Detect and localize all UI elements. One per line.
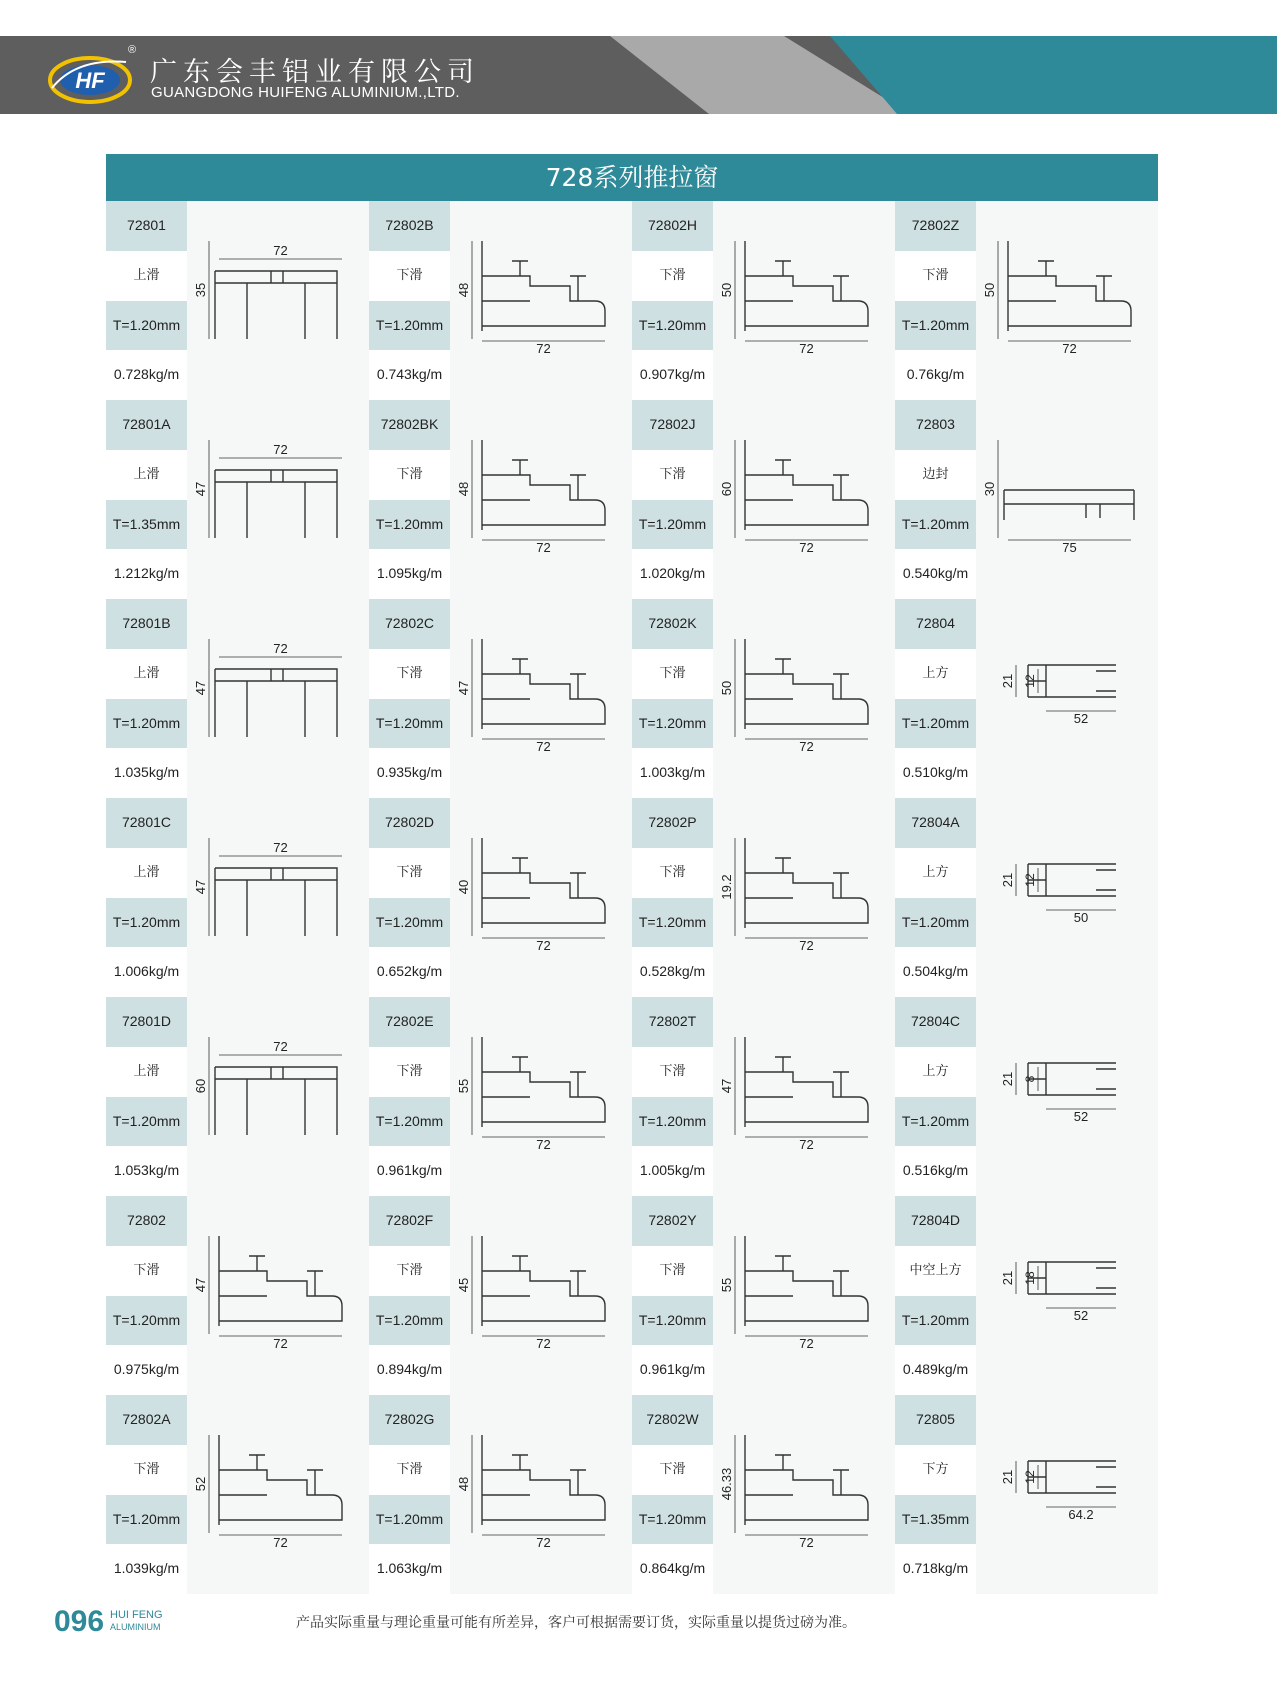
product-code: 72801C bbox=[106, 798, 187, 848]
product-cell bbox=[369, 201, 632, 400]
product-thickness: T=1.20mm bbox=[895, 301, 976, 351]
product-type: 下滑 bbox=[895, 251, 976, 301]
height-dimension-label: 30 bbox=[982, 481, 997, 497]
product-weight: 0.510kg/m bbox=[895, 748, 976, 798]
profile-drawing bbox=[450, 1196, 632, 1395]
height-dimension-label: 47 bbox=[719, 1078, 734, 1094]
profile-diagram bbox=[976, 1196, 1158, 1395]
height-dimension-label: 47 bbox=[193, 680, 208, 696]
profile-drawing bbox=[450, 798, 632, 997]
product-type: 下方 bbox=[895, 1445, 976, 1495]
product-weight: 1.212kg/m bbox=[106, 549, 187, 599]
product-cell bbox=[632, 997, 895, 1196]
product-code: 72802K bbox=[632, 599, 713, 649]
product-type: 下滑 bbox=[106, 1445, 187, 1495]
profile-drawing bbox=[450, 201, 632, 400]
product-cell bbox=[895, 599, 1158, 798]
profile-outline bbox=[215, 1067, 337, 1135]
width-dimension-label: 75 bbox=[1062, 540, 1077, 555]
width-dimension-label: 72 bbox=[536, 1336, 551, 1351]
height-dimension-label: 47 bbox=[193, 879, 208, 895]
product-type: 上滑 bbox=[106, 1047, 187, 1097]
profile-drawing bbox=[713, 400, 895, 599]
product-thickness: T=1.20mm bbox=[369, 500, 450, 550]
product-code: 72804D bbox=[895, 1196, 976, 1246]
product-type: 下滑 bbox=[369, 450, 450, 500]
product-thickness: T=1.20mm bbox=[632, 1495, 713, 1545]
profile-outline bbox=[745, 1037, 868, 1127]
width-dimension-label: 72 bbox=[799, 1137, 814, 1152]
product-thickness: T=1.20mm bbox=[369, 1097, 450, 1147]
profile-diagram bbox=[187, 798, 369, 997]
profile-drawing bbox=[713, 1395, 895, 1594]
product-type: 下滑 bbox=[369, 1246, 450, 1296]
profile-diagram bbox=[976, 201, 1158, 400]
profile-drawing bbox=[976, 201, 1158, 400]
height-dimension-label: 47 bbox=[456, 680, 471, 696]
profile-diagram bbox=[450, 400, 632, 599]
profile-diagram bbox=[976, 599, 1158, 798]
product-weight: 1.035kg/m bbox=[106, 748, 187, 798]
product-thickness: T=1.20mm bbox=[369, 699, 450, 749]
profile-outline bbox=[482, 241, 605, 331]
profile-drawing bbox=[187, 599, 369, 798]
product-thickness: T=1.20mm bbox=[369, 301, 450, 351]
profile-drawing bbox=[450, 599, 632, 798]
profile-outline bbox=[482, 1236, 605, 1326]
profile-drawing bbox=[450, 400, 632, 599]
width-dimension-label: 72 bbox=[1062, 341, 1077, 356]
profile-diagram bbox=[187, 1196, 369, 1395]
product-cell bbox=[106, 599, 369, 798]
width-dimension-label: 72 bbox=[799, 1336, 814, 1351]
profile-outline bbox=[1028, 1262, 1116, 1294]
product-weight: 0.504kg/m bbox=[895, 947, 976, 997]
product-code: 72802G bbox=[369, 1395, 450, 1445]
product-cell bbox=[369, 1196, 632, 1395]
inner-dimension-label: 12 bbox=[1023, 873, 1037, 887]
product-cell bbox=[106, 201, 369, 400]
profile-diagram bbox=[187, 1395, 369, 1594]
product-code: 72802P bbox=[632, 798, 713, 848]
profile-diagram bbox=[713, 201, 895, 400]
profile-drawing bbox=[187, 798, 369, 997]
profile-diagram bbox=[713, 400, 895, 599]
product-type: 边封 bbox=[895, 450, 976, 500]
footer-brand bbox=[110, 1609, 163, 1633]
profile-drawing bbox=[713, 1196, 895, 1395]
width-dimension-label: 72 bbox=[536, 540, 551, 555]
product-code: 72805 bbox=[895, 1395, 976, 1445]
product-code: 72804 bbox=[895, 599, 976, 649]
profile-drawing bbox=[450, 1395, 632, 1594]
product-code: 72802H bbox=[632, 201, 713, 251]
profile-drawing bbox=[976, 599, 1158, 798]
product-weight: 1.020kg/m bbox=[632, 549, 713, 599]
product-weight: 0.728kg/m bbox=[106, 350, 187, 400]
height-dimension-label: 52 bbox=[193, 1476, 208, 1492]
width-dimension-label: 72 bbox=[273, 641, 288, 656]
product-weight: 1.006kg/m bbox=[106, 947, 187, 997]
product-type: 中空上方 bbox=[895, 1246, 976, 1296]
product-weight: 1.003kg/m bbox=[632, 748, 713, 798]
product-weight: 0.907kg/m bbox=[632, 350, 713, 400]
profile-outline bbox=[482, 440, 605, 530]
product-cell bbox=[632, 1196, 895, 1395]
width-dimension-label: 50 bbox=[1073, 910, 1089, 925]
product-cell bbox=[369, 1395, 632, 1594]
product-type: 上滑 bbox=[106, 450, 187, 500]
product-cell bbox=[106, 1395, 369, 1594]
profile-outline bbox=[215, 271, 337, 339]
product-weight: 1.063kg/m bbox=[369, 1544, 450, 1594]
profile-drawing bbox=[187, 1395, 369, 1594]
product-weight: 0.528kg/m bbox=[632, 947, 713, 997]
product-weight: 0.489kg/m bbox=[895, 1345, 976, 1395]
product-cell bbox=[895, 798, 1158, 997]
height-dimension-label: 50 bbox=[719, 282, 734, 298]
product-type: 上方 bbox=[895, 848, 976, 898]
product-type: 下滑 bbox=[632, 251, 713, 301]
width-dimension-label: 72 bbox=[273, 1336, 288, 1351]
product-type: 上方 bbox=[895, 649, 976, 699]
company-name-cn: 广东会丰铝业有限公司 bbox=[150, 57, 480, 88]
product-code: 72802 bbox=[106, 1196, 187, 1246]
profile-outline bbox=[1028, 665, 1116, 697]
width-dimension-label: 72 bbox=[799, 938, 814, 953]
profile-diagram bbox=[187, 201, 369, 400]
product-grid bbox=[106, 201, 1158, 1594]
product-cell bbox=[632, 400, 895, 599]
height-dimension-label: 60 bbox=[719, 481, 734, 497]
product-cell bbox=[895, 1395, 1158, 1594]
product-code: 72804A bbox=[895, 798, 976, 848]
profile-diagram bbox=[187, 997, 369, 1196]
height-dimension-label: 55 bbox=[719, 1277, 734, 1293]
profile-outline bbox=[219, 1236, 342, 1326]
height-dimension-label: 45 bbox=[456, 1277, 471, 1293]
product-type: 下滑 bbox=[369, 848, 450, 898]
footer-brand-line2: ALUMINIUM bbox=[110, 1622, 161, 1632]
height-dimension-label: 50 bbox=[719, 680, 734, 696]
profile-drawing bbox=[187, 201, 369, 400]
product-cell bbox=[632, 1395, 895, 1594]
profile-diagram bbox=[450, 798, 632, 997]
product-cell bbox=[369, 997, 632, 1196]
product-thickness: T=1.20mm bbox=[106, 699, 187, 749]
product-type: 上滑 bbox=[106, 251, 187, 301]
product-thickness: T=1.20mm bbox=[632, 500, 713, 550]
profile-drawing bbox=[187, 997, 369, 1196]
product-type: 下滑 bbox=[632, 848, 713, 898]
height-dimension-label: 40 bbox=[456, 879, 471, 895]
product-thickness: T=1.20mm bbox=[632, 898, 713, 948]
product-weight: 0.864kg/m bbox=[632, 1544, 713, 1594]
registered-mark: ® bbox=[128, 44, 137, 56]
width-dimension-label: 52 bbox=[1073, 1308, 1089, 1323]
product-thickness: T=1.20mm bbox=[632, 301, 713, 351]
product-cell bbox=[369, 798, 632, 997]
product-thickness: T=1.20mm bbox=[632, 1296, 713, 1346]
height-dimension-label: 48 bbox=[456, 1476, 471, 1492]
product-thickness: T=1.20mm bbox=[895, 1296, 976, 1346]
profile-outline bbox=[745, 241, 868, 331]
height-dimension-label: 21 bbox=[1000, 872, 1015, 888]
product-type: 下滑 bbox=[632, 1445, 713, 1495]
product-code: 72804C bbox=[895, 997, 976, 1047]
product-thickness: T=1.20mm bbox=[632, 1097, 713, 1147]
height-dimension-label: 21 bbox=[1000, 1071, 1015, 1087]
profile-outline bbox=[482, 639, 605, 729]
profile-outline bbox=[1008, 241, 1131, 331]
width-dimension-label: 72 bbox=[273, 1039, 288, 1054]
profile-outline bbox=[1028, 864, 1116, 896]
height-dimension-label: 47 bbox=[193, 1277, 208, 1293]
profile-outline bbox=[1028, 1461, 1116, 1493]
product-code: 72802Z bbox=[895, 201, 976, 251]
section-title: 728系列推拉窗 bbox=[106, 154, 1158, 201]
product-cell bbox=[895, 201, 1158, 400]
product-type: 下滑 bbox=[632, 1246, 713, 1296]
product-type: 上方 bbox=[895, 1047, 976, 1097]
product-thickness: T=1.20mm bbox=[895, 1097, 976, 1147]
width-dimension-label: 72 bbox=[799, 540, 814, 555]
product-type: 上滑 bbox=[106, 649, 187, 699]
profile-diagram bbox=[713, 599, 895, 798]
width-dimension-label: 72 bbox=[273, 243, 288, 258]
product-weight: 0.516kg/m bbox=[895, 1146, 976, 1196]
product-code: 72802W bbox=[632, 1395, 713, 1445]
product-code: 72801 bbox=[106, 201, 187, 251]
product-cell bbox=[895, 1196, 1158, 1395]
height-dimension-label: 48 bbox=[456, 481, 471, 497]
product-code: 72802A bbox=[106, 1395, 187, 1445]
product-code: 72801D bbox=[106, 997, 187, 1047]
profile-outline bbox=[215, 868, 337, 936]
product-code: 72802C bbox=[369, 599, 450, 649]
profile-outline bbox=[215, 669, 337, 737]
product-weight: 0.743kg/m bbox=[369, 350, 450, 400]
height-dimension-label: 46.33 bbox=[719, 1467, 734, 1501]
product-cell bbox=[632, 201, 895, 400]
height-dimension-label: 60 bbox=[193, 1078, 208, 1094]
product-type: 下滑 bbox=[369, 649, 450, 699]
profile-diagram bbox=[450, 599, 632, 798]
product-code: 72802B bbox=[369, 201, 450, 251]
product-thickness: T=1.20mm bbox=[369, 1495, 450, 1545]
width-dimension-label: 52 bbox=[1073, 711, 1089, 726]
profile-diagram bbox=[187, 400, 369, 599]
profile-outline bbox=[215, 470, 337, 538]
product-cell bbox=[632, 798, 895, 997]
height-dimension-label: 55 bbox=[456, 1078, 471, 1094]
company-name-en: GUANGDONG HUIFENG ALUMINIUM.,LTD. bbox=[151, 84, 460, 101]
profile-diagram bbox=[976, 400, 1158, 599]
product-weight: 0.975kg/m bbox=[106, 1345, 187, 1395]
height-dimension-label: 48 bbox=[456, 282, 471, 298]
product-thickness: T=1.20mm bbox=[369, 898, 450, 948]
profile-drawing bbox=[976, 1196, 1158, 1395]
product-cell bbox=[369, 400, 632, 599]
width-dimension-label: 64.2 bbox=[1068, 1507, 1094, 1522]
product-code: 72802E bbox=[369, 997, 450, 1047]
product-type: 下滑 bbox=[369, 1445, 450, 1495]
product-cell bbox=[632, 599, 895, 798]
profile-drawing bbox=[187, 400, 369, 599]
profile-drawing bbox=[976, 400, 1158, 599]
product-code: 72802Y bbox=[632, 1196, 713, 1246]
profile-drawing bbox=[976, 798, 1158, 997]
product-code: 72802D bbox=[369, 798, 450, 848]
product-weight: 1.039kg/m bbox=[106, 1544, 187, 1594]
height-dimension-label: 21 bbox=[1000, 1270, 1015, 1286]
product-thickness: T=1.20mm bbox=[106, 1495, 187, 1545]
product-thickness: T=1.20mm bbox=[632, 699, 713, 749]
height-dimension-label: 21 bbox=[1000, 1469, 1015, 1485]
inner-dimension-label: 18 bbox=[1023, 1271, 1037, 1285]
product-code: 72801A bbox=[106, 400, 187, 450]
product-weight: 0.76kg/m bbox=[895, 350, 976, 400]
profile-drawing bbox=[713, 997, 895, 1196]
product-weight: 0.935kg/m bbox=[369, 748, 450, 798]
width-dimension-label: 72 bbox=[536, 341, 551, 356]
product-weight: 0.540kg/m bbox=[895, 549, 976, 599]
inner-dimension-label: 12 bbox=[1023, 1470, 1037, 1484]
width-dimension-label: 72 bbox=[799, 341, 814, 356]
product-type: 下滑 bbox=[632, 450, 713, 500]
profile-outline bbox=[482, 1435, 605, 1525]
profile-diagram bbox=[450, 1395, 632, 1594]
product-thickness: T=1.20mm bbox=[369, 1296, 450, 1346]
product-weight: 1.095kg/m bbox=[369, 549, 450, 599]
product-type: 上滑 bbox=[106, 848, 187, 898]
product-weight: 1.005kg/m bbox=[632, 1146, 713, 1196]
product-weight: 0.961kg/m bbox=[369, 1146, 450, 1196]
page-number: 096 bbox=[54, 1605, 105, 1638]
width-dimension-label: 72 bbox=[273, 1535, 288, 1550]
profile-diagram bbox=[450, 997, 632, 1196]
profile-outline bbox=[745, 440, 868, 530]
profile-diagram bbox=[713, 997, 895, 1196]
product-thickness: T=1.20mm bbox=[895, 699, 976, 749]
width-dimension-label: 72 bbox=[273, 442, 288, 457]
header-teal-band bbox=[830, 36, 1277, 114]
profile-drawing bbox=[976, 997, 1158, 1196]
profile-outline bbox=[482, 1037, 605, 1127]
profile-diagram bbox=[713, 1395, 895, 1594]
logo-text: HF bbox=[75, 68, 105, 93]
product-thickness: T=1.35mm bbox=[106, 500, 187, 550]
profile-outline bbox=[745, 838, 868, 928]
product-type: 下滑 bbox=[632, 1047, 713, 1097]
profile-outline bbox=[1004, 490, 1134, 520]
product-code: 72803 bbox=[895, 400, 976, 450]
profile-diagram bbox=[976, 1395, 1158, 1594]
product-code: 72802BK bbox=[369, 400, 450, 450]
profile-drawing bbox=[450, 997, 632, 1196]
height-dimension-label: 35 bbox=[193, 282, 208, 298]
product-thickness: T=1.20mm bbox=[106, 898, 187, 948]
height-dimension-label: 50 bbox=[982, 282, 997, 298]
product-thickness: T=1.20mm bbox=[106, 1296, 187, 1346]
profile-outline bbox=[745, 639, 868, 729]
profile-drawing bbox=[713, 599, 895, 798]
width-dimension-label: 72 bbox=[536, 938, 551, 953]
product-cell bbox=[369, 599, 632, 798]
profile-outline bbox=[482, 838, 605, 928]
profile-diagram bbox=[976, 798, 1158, 997]
product-code: 72801B bbox=[106, 599, 187, 649]
height-dimension-label: 19.2 bbox=[719, 874, 734, 900]
product-thickness: T=1.20mm bbox=[106, 301, 187, 351]
product-weight: 0.894kg/m bbox=[369, 1345, 450, 1395]
profile-diagram bbox=[450, 201, 632, 400]
height-dimension-label: 47 bbox=[193, 481, 208, 497]
profile-diagram bbox=[713, 1196, 895, 1395]
product-thickness: T=1.20mm bbox=[895, 500, 976, 550]
product-thickness: T=1.20mm bbox=[895, 898, 976, 948]
profile-diagram bbox=[976, 997, 1158, 1196]
product-type: 下滑 bbox=[369, 1047, 450, 1097]
product-code: 72802J bbox=[632, 400, 713, 450]
product-code: 72802T bbox=[632, 997, 713, 1047]
profile-diagram bbox=[187, 599, 369, 798]
width-dimension-label: 52 bbox=[1073, 1109, 1089, 1124]
product-cell bbox=[106, 1196, 369, 1395]
product-code: 72802F bbox=[369, 1196, 450, 1246]
width-dimension-label: 72 bbox=[799, 1535, 814, 1550]
inner-dimension-label: 12 bbox=[1023, 674, 1037, 688]
product-cell bbox=[106, 400, 369, 599]
product-type: 下滑 bbox=[369, 251, 450, 301]
product-thickness: T=1.35mm bbox=[895, 1495, 976, 1545]
width-dimension-label: 72 bbox=[273, 840, 288, 855]
product-weight: 0.652kg/m bbox=[369, 947, 450, 997]
profile-outline bbox=[745, 1236, 868, 1326]
profile-drawing bbox=[976, 1395, 1158, 1594]
company-logo-icon bbox=[46, 48, 136, 108]
product-cell bbox=[895, 997, 1158, 1196]
width-dimension-label: 72 bbox=[536, 1535, 551, 1550]
product-cell bbox=[895, 400, 1158, 599]
product-cell bbox=[106, 997, 369, 1196]
inner-dimension-label: 8 bbox=[1023, 1075, 1037, 1083]
width-dimension-label: 72 bbox=[799, 739, 814, 754]
product-thickness: T=1.20mm bbox=[106, 1097, 187, 1147]
product-cell bbox=[106, 798, 369, 997]
width-dimension-label: 72 bbox=[536, 739, 551, 754]
product-weight: 0.961kg/m bbox=[632, 1345, 713, 1395]
profile-outline bbox=[745, 1435, 868, 1525]
footer-brand-line1: HUI FENG bbox=[110, 1609, 163, 1621]
profile-diagram bbox=[713, 798, 895, 997]
product-weight: 1.053kg/m bbox=[106, 1146, 187, 1196]
profile-drawing bbox=[713, 798, 895, 997]
width-dimension-label: 72 bbox=[536, 1137, 551, 1152]
profile-drawing bbox=[187, 1196, 369, 1395]
profile-diagram bbox=[450, 1196, 632, 1395]
product-type: 下滑 bbox=[632, 649, 713, 699]
footer-note: 产品实际重量与理论重量可能有所差异，客户可根据需要订货，实际重量以提货过磅为准。 bbox=[296, 1615, 856, 1631]
profile-outline bbox=[1028, 1063, 1116, 1095]
profile-drawing bbox=[713, 201, 895, 400]
product-type: 下滑 bbox=[106, 1246, 187, 1296]
product-weight: 0.718kg/m bbox=[895, 1544, 976, 1594]
profile-outline bbox=[219, 1435, 342, 1525]
height-dimension-label: 21 bbox=[1000, 673, 1015, 689]
